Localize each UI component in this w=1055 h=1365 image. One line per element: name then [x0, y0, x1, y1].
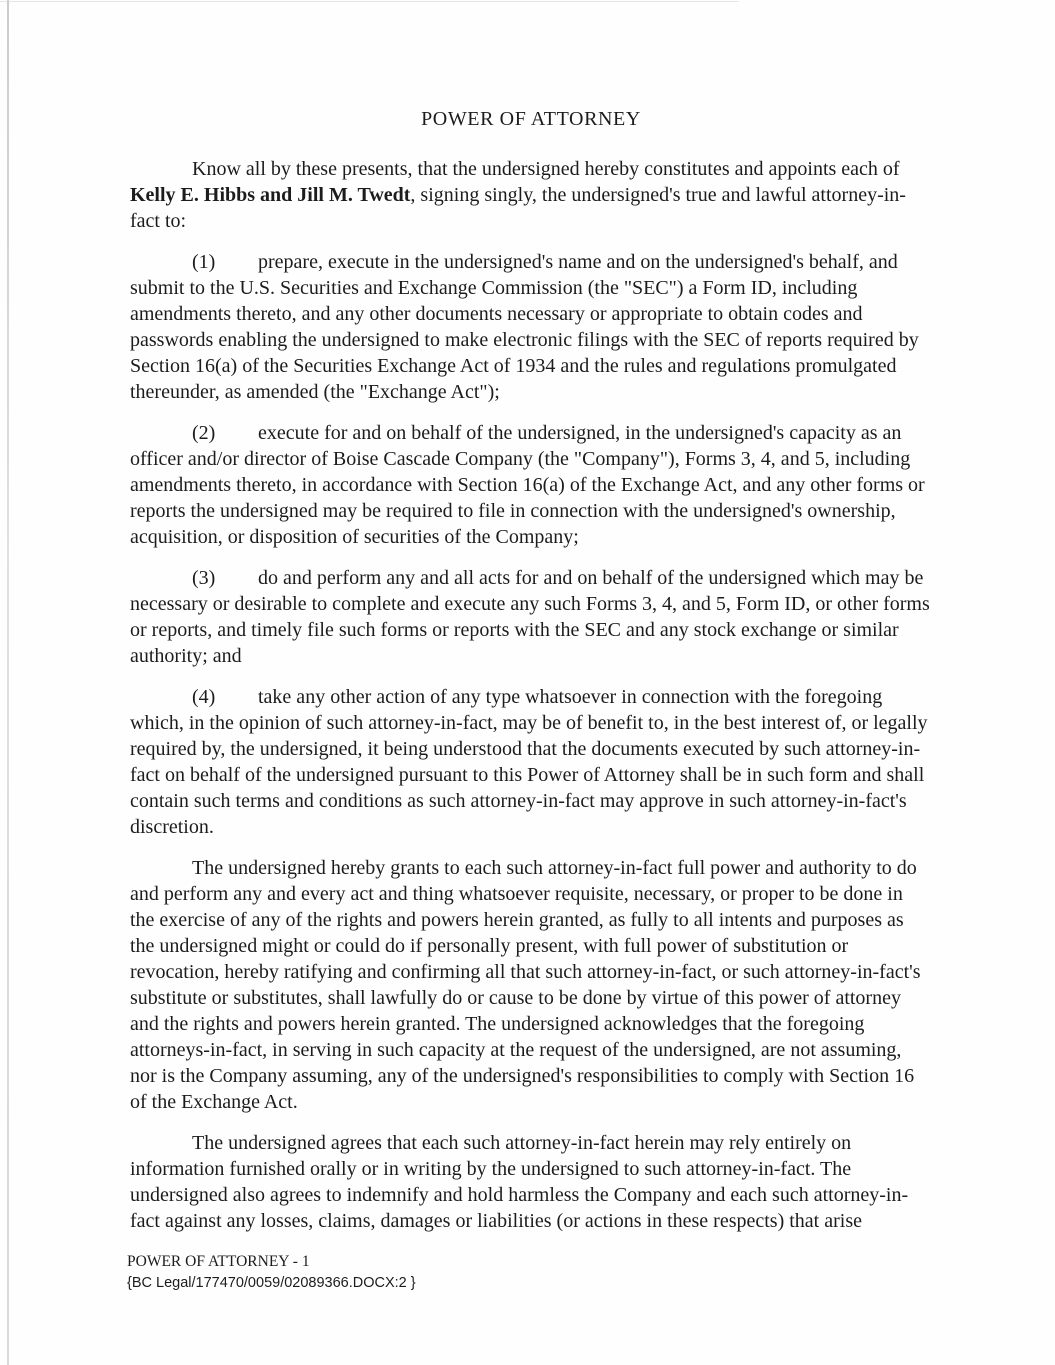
item-number-1: (1)	[192, 251, 216, 273]
document-title: POWER OF ATTORNEY	[421, 108, 641, 130]
scan-edge-top-line	[0, 1, 739, 2]
intro-paragraph	[130, 156, 932, 234]
intro-text-pre: Know all by these presents, that the undersigned hereby constitutes and appoints each of	[192, 158, 900, 180]
item-text-2: execute for and on behalf of the undersigned, in the undersigned's capacity as an officer and/or director of Boise Cascade Company (the "Company"), Forms 3, 4, and 5, including amendments thereto, in accordance with Section 16(a) of the Exchange Act, and any other forms or reports the undersigned may be required to file in connection with the undersigned's ownership, acquisition, or disposition of securities of the Company;	[130, 422, 925, 548]
numbered-item-1	[130, 249, 932, 405]
body-paragraph-indemnify: The undersigned agrees that each such attorney-in-fact herein may rely entirely on information furnished orally or in writing by the undersigned to such attorney-in-fact. The undersigned also agrees to indemnify and hold harmless the Company and each such attorney-in-fact against any losses, claims, damages or liabilities (or actions in these respects) that arise	[130, 1132, 909, 1232]
footer-document-reference: {BC Legal/177470/0059/02089366.DOCX:2 }	[127, 1275, 416, 1291]
item-text-4: take any other action of any type whatsoever in connection with the foregoing which, in the opinion of such attorney-in-fact, may be of benefit to, in the best interest of, or legally required by, the undersigned, it being understood that the documents executed by such attorney-in-fact on behalf of the undersigned pursuant to this Power of Attorney shall be in such form and shall contain such terms and conditions as such attorney-in-fact may approve in such attorney-in-fact's discretion.	[130, 686, 928, 838]
item-number-2: (2)	[192, 422, 216, 444]
attorney-names: Kelly E. Hibbs and Jill M. Twedt	[130, 184, 411, 206]
item-text-3: do and perform any and all acts for and on behalf of the undersigned which may be necessary or desirable to complete and execute any such Forms 3, 4, and 5, Form ID, or other forms or reports, and timely file such forms or reports with the SEC and any stock exchange or similar authority; and	[130, 567, 930, 667]
item-number-4: (4)	[192, 686, 216, 708]
scan-edge-line	[7, 0, 9, 1365]
numbered-item-4	[130, 684, 932, 840]
item-text-1: prepare, execute in the undersigned's name and on the undersigned's behalf, and submit to the U.S. Securities and Exchange Commission (the "SEC") a Form ID, including amendments thereto, and any other documents necessary or appropriate to obtain codes and passwords enabling the undersigned to make electronic filings with the SEC of reports required by Section 16(a) of the Securities Exchange Act of 1934 and the rules and regulations promulgated thereunder, as amended (the "Exchange Act");	[130, 251, 919, 403]
item-number-3: (3)	[192, 567, 216, 589]
footer-document-title: POWER OF ATTORNEY - 1	[127, 1253, 310, 1270]
numbered-item-2	[130, 420, 932, 550]
numbered-item-3	[130, 565, 932, 669]
body-paragraph-grant: The undersigned hereby grants to each such attorney-in-fact full power and authority to do and perform any and every act and thing whatsoever requisite, necessary, or proper to be done in the exercise of any of the rights and powers herein granted, as fully to all intents and purposes as the undersigned might or could do if personally present, with full power of substitution or revocation, hereby ratifying and confirming all that such attorney-in-fact, or such attorney-in-fact's substitute or substitutes, shall lawfully do or cause to be done by virtue of this power of attorney and the rights and powers herein granted. The undersigned acknowledges that the foregoing attorneys-in-fact, in serving in such capacity at the request of the undersigned, are not assuming, nor is the Company assuming, any of the undersigned's responsibilities to comply with Section 16 of the Exchange Act.	[130, 857, 921, 1113]
page-footer	[127, 1251, 827, 1293]
intro-text-post: , signing singly, the undersigned's true and lawful attorney-in-fact to:	[130, 184, 906, 232]
document-content	[130, 106, 932, 1249]
